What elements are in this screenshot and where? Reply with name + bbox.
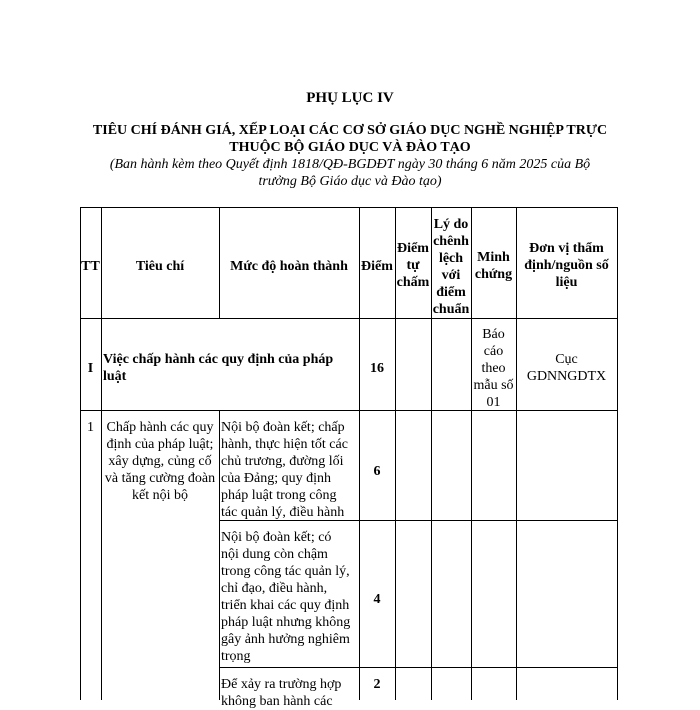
column-header-criteria: Tiêu chí xyxy=(135,259,185,274)
section-row-border xyxy=(80,410,618,411)
section-evidence: Báo cáo theo mẫu số 01 xyxy=(473,327,514,410)
level-score: 2 xyxy=(373,677,381,692)
section-number: I xyxy=(87,361,94,376)
level-description: Nội bộ đoàn kết; có nội dung còn chậm trong công tác quản lý, chỉ đạo, điều hành, triển khai các quy định pháp luật nhưng không gây ảnh hưởng nghiêm trọng xyxy=(221,530,351,664)
section-unit: Cục GDNNGDTX xyxy=(526,352,607,384)
issuance-note-line-2: trưởng Bộ Giáo dục và Đào tạo) xyxy=(258,174,442,189)
table-border-left xyxy=(80,207,81,700)
col-divider-criteria xyxy=(219,410,220,700)
document-title-line-1: TIÊU CHÍ ĐÁNH GIÁ, XẾP LOẠI CÁC CƠ SỞ GIÁO DỤC NGHỀ NGHIỆP TRỰC xyxy=(92,123,608,138)
column-header-unit: Đơn vị thẩm định/nguồn số liệu xyxy=(524,241,609,290)
header-row-border xyxy=(80,318,618,319)
column-header-self-score: Điểm tự chấm xyxy=(396,241,430,290)
table-border-right xyxy=(617,207,618,700)
document-title-line-2: THUỘC BỘ GIÁO DỤC VÀ ĐÀO TẠO xyxy=(229,140,471,155)
level-description: Để xảy ra trường hợp không ban hành các xyxy=(221,677,342,709)
appendix-heading: PHỤ LỤC IV xyxy=(306,90,394,106)
section-title: Việc chấp hành các quy định của pháp luật xyxy=(103,352,334,384)
column-header-score: Điểm xyxy=(361,259,393,274)
column-header-tt: TT xyxy=(81,259,100,274)
column-header-evidence: Minh chứng xyxy=(474,250,513,282)
level-row-border-2 xyxy=(219,667,618,668)
level-score: 6 xyxy=(373,464,381,479)
level-description: Nội bộ đoàn kết; chấp hành, thực hiện tốt các chủ trương, đường lối của Đảng; quy định pháp luật trong công tác quản lý, điều hành xyxy=(221,420,348,520)
col-divider-level xyxy=(359,207,360,700)
column-header-reason: Lý do chênh lệch với điểm chuẩn xyxy=(432,217,470,317)
column-header-level: Mức độ hoàn thành xyxy=(230,259,348,274)
issuance-note-line-1: (Ban hành kèm theo Quyết định 1818/QĐ-BGDĐT ngày 30 tháng 6 năm 2025 của Bộ xyxy=(109,157,591,172)
item-number: 1 xyxy=(87,420,94,435)
level-score: 4 xyxy=(373,592,381,607)
table-border-top xyxy=(80,207,618,208)
item-criteria: Chấp hành các quy định của pháp luật; xây dựng, củng cố và tăng cường đoàn kết nội bộ xyxy=(104,420,216,503)
section-score: 16 xyxy=(370,361,384,376)
